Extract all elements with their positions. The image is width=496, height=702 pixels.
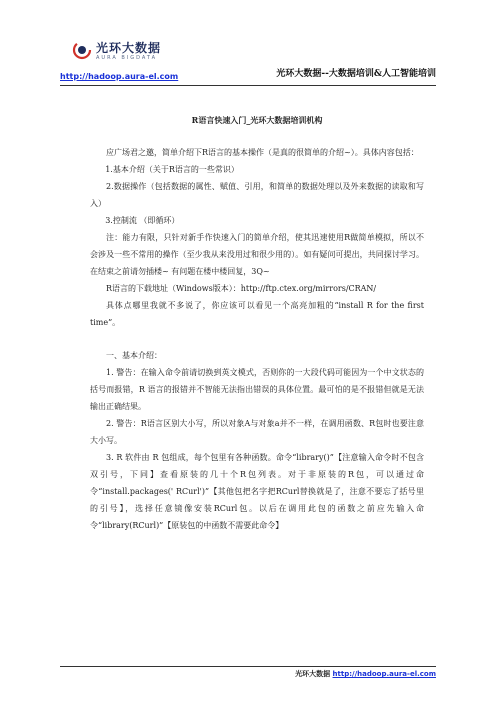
logo-chinese-name: 光环大数据 xyxy=(96,41,162,55)
header-title: 光环大数据--大数据培训&人工智能培训 xyxy=(276,69,436,79)
document-title: R语言快速入门_光环大数据培训机构 xyxy=(191,115,323,125)
download-paragraph: R语言的下载地址（Windows版本）：http://ftp.ctex.org/mirrors/CRAN/ xyxy=(106,284,377,293)
logo-english-name: AURA BIGDATA xyxy=(96,55,158,61)
install-hint-paragraph: 具体点哪里我就不多说了，你应该可以看见一个高亮加粗的“install R for the first time”。 xyxy=(90,301,424,327)
page-footer xyxy=(60,666,436,678)
section-heading-basics: 一、基本介绍： xyxy=(106,351,162,360)
document-body xyxy=(90,112,424,534)
outline-item-2: 2.数据操作（包括数据的属性、赋值、引用，和简单的数据处理以及外来数据的读取和写入） xyxy=(90,182,424,208)
section-spacer xyxy=(90,331,424,347)
header-divider xyxy=(60,85,436,86)
note-paragraph: 注：能力有限，只针对新手作快速入门的简单介绍，使其迅速使用R做简单模拟，所以不会涉及一些不常用的操作（至少我从来没用过和很少用的）。如有疑问可提出，共同探讨学习。在结束之前请勿插楼~ 有问题在楼中楼回复，3Q~ xyxy=(90,233,424,276)
packages-paragraph: 3. R 软件由 R 包组成，每个包里有各种函数。命令“library()”【注意输入命令时不包含双引号，下同】查看原装的几十个R包列表。对于非原装的R包，可以通过命令“install.packages(' RCurl')”【其他包把名字把RCurl替换就是了，注意不要忘了括号里的引号】，选择任意镜像安装RCurl包。以后在调用此包的函数之前应先输入命令“library(RCurl)”【原装包的中函数不需要此命令】 xyxy=(90,453,424,530)
outline-item-3: 3.控制流 （即循环） xyxy=(105,216,180,225)
intro-paragraph: 应广场君之邀，简单介绍下R语言的基本操作（是真的很简单的介绍~）。具体内容包括： xyxy=(106,148,419,157)
footer-website-link[interactable]: http://hadoop.aura-el.com xyxy=(332,670,436,678)
warning-paragraph-2: 2. 警告：R语言区别大小写，所以对象A与对象a并不一样，在调用函数、R包时也要注意大小写。 xyxy=(90,419,424,445)
footer-text xyxy=(295,669,436,679)
footer-divider xyxy=(60,666,436,667)
company-logo xyxy=(60,38,210,72)
page-header xyxy=(60,38,436,88)
outline-item-1: 1.基本介绍（关于R语言的一些常识） xyxy=(105,165,239,174)
warning-paragraph-1: 1. 警告：在输入命令前请切换到英文模式，否则你的一大段代码可能因为一个中文状态的括号而报错，R 语言的报错并不智能无法指出错误的具体位置。最可怕的是不报错但就是无法输出正确结果。 xyxy=(90,368,424,411)
footer-label: 光环大数据 xyxy=(295,669,331,678)
header-website-link[interactable]: http://hadoop.aura-el.com xyxy=(60,72,179,81)
logo-mark-icon xyxy=(72,40,92,60)
